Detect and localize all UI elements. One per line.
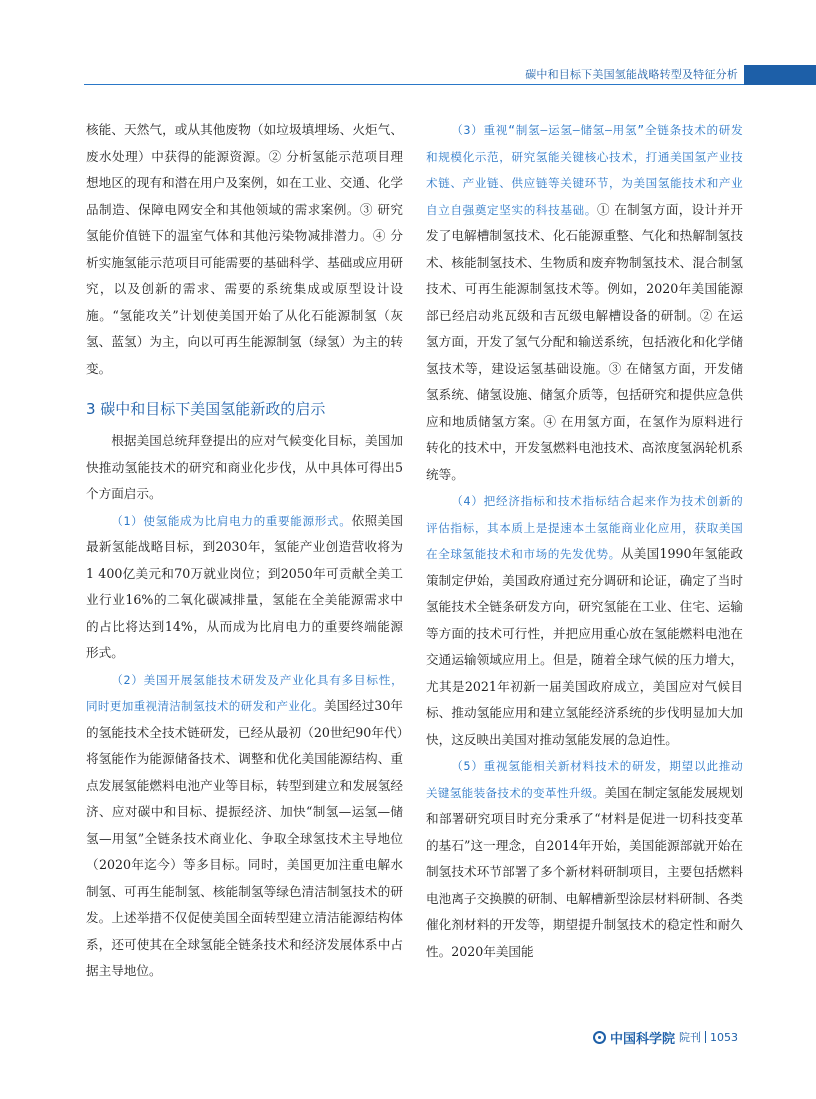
header-color-block [744,65,816,85]
list-item-lead: （3）重视“制氢—运氢—储氢—用氢”全链条技术的研发和规模化示范，研究氢能关键核心技术，打通美国氢产业技术链、产业链、供应链等关键环节，为美国氢能技术和产业自立自强奠定坚实的科技基础。 [426,123,743,217]
journal-name: 中国科学院 [609,1031,675,1047]
list-item-lead: （5）重视氢能相关新材料技术的研发，期望以此推动关键氢能装备技术的变革性升级。 [426,759,743,800]
journal-section: 院刊 [679,1031,701,1044]
paragraph-intro: 根据美国总统拜登提出的应对气候变化目标，美国加快推动氢能技术的研究和商业化步伐，从中具体可得出5个方面启示。 [86,433,403,501]
list-item-body: 从美国1990年氢能政策制定伊始，美国政府通过充分调研和论证，确定了当时氢能技术全链条研发方向，研究氢能在工业、住宅、运输等方面的技术可行性，并把应用重心放在氢能燃料电池在交通运输领域应用上。但是，随着全球气候的压力增大，尤其是2021年初新一届美国政府成立，美国应对气候目标、推动氢能应用和建立氢能经济系统的步伐明显加大加快，这反映出美国对推动氢能发展的急迫性。 [426,546,743,747]
list-item-body: ① 在制氢方面，设计并开发了电解槽制氢技术、化石能源重整、气化和热解制氢技术、核能制氢技术、生物质和废弃物制氢技术、混合制氢技术、可再生能源制氢技术等。例如，2020年美国能源部已经启动兆瓦级和吉瓦级电解槽设备的研制。② 在运氢方面，开发了氢气分配和输送系统，包括液化和化学储氢技术等，建设运氢基础设施。③ 在储氢方面，开发储氢系统、储氢设施、储氢介质等，包括研究和提供应急供应和地质储氢方案。④ 在用氢方面，在氢作为原料进行转化的技术中，开发氢燃料电池技术、高浓度氢涡轮机系统等。 [426,201,743,482]
list-item-2 [86,667,403,985]
cas-logo-icon [593,1031,606,1044]
paragraph-continued: 核能、天然气，或从其他废物（如垃圾填埋场、火炬气、废水处理）中获得的能源资源。② 分析氢能示范项目理想地区的现有和潜在用户及案例，如在工业、交通、化学品制造、保障电网安全和其他领域的需求案例。③ 研究氢能价值链下的温室气体和其他污染物减排潜力。④ 分析实施氢能示范项目可能需要的基础科学、基础或应用研究，以及创新的需求、需要的系统集成或原型设计设施。“氢能攻关”计划使美国开始了从化石能源制氢（灰氢、蓝氢）为主，向以可再生能源制氢（绿氢）为主的转变。 [86,122,403,376]
list-item-5 [426,753,743,965]
running-header-title: 碳中和目标下美国氢能战略转型及特征分析 [525,68,738,81]
list-item-4 [426,488,743,753]
header-rule [84,84,816,85]
list-item-body: 美国在制定氢能发展规划和部署研究项目时充分秉承了“材料是促进一切科技变革的基石”这一理念，自2014年开始，美国能源部就开始在制氢技术环节部署了多个新材料研制项目，主要包括燃料电池离子交换膜的研制、电解槽新型涂层材料研制、各类催化剂材料的开发等，期望提升制氢技术的稳定性和耐久性。2020年美国能 [426,784,743,959]
right-column [426,117,743,965]
list-item-body: 美国经过30年的氢能技术全技术链研发，已经从最初（20世纪90年代）将氢能作为能源储备技术、调整和优化美国能源结构、重点发展氢能燃料电池产业等目标，转型到建立和发展氢经济、应对碳中和目标、提振经济、加快“制氢—运氢—储氢—用氢”全链条技术商业化、争取全球氢技术主导地位（2020年迄今）等多目标。同时，美国更加注重电解水制氢、可再生能制氢、核能制氢等绿色清洁制氢技术的研发。上述举措不仅促使美国全面转型建立清洁能源结构体系，还可使其在全球氢能全链条技术和经济发展体系中占据主导地位。 [86,698,403,978]
section-heading: 3 碳中和目标下美国氢能新政的启示 [86,400,326,418]
list-item-lead: （2）美国开展氢能技术研发及产业化具有多目标性，同时更加重视清洁制氢技术的研发和产业化。 [86,672,403,713]
list-item-lead: （1）使氢能成为比肩电力的重要能源形式。 [111,513,352,528]
list-item-body: 依照美国最新氢能战略目标，到2030年，氢能产业创造营收将为1 400亿美元和70万就业岗位；到2050年可贡献全美工业行业16%的二氧化碳减排量，氢能在全美能源需求中的占比将达到14%，从而成为比肩电力的重要终端能源形式。 [86,512,404,660]
page-number: 1053 [710,1030,738,1044]
list-item-lead: （4）把经济指标和技术指标结合起来作为技术创新的评估指标，其本质上是提速本土氢能商业化应用，获取美国在全球氢能技术和市场的先发优势。 [426,494,743,561]
left-column [86,117,403,985]
list-item-3 [426,117,743,488]
footer-divider [705,1031,706,1043]
page-footer [593,1027,738,1047]
list-item-1 [86,508,403,667]
